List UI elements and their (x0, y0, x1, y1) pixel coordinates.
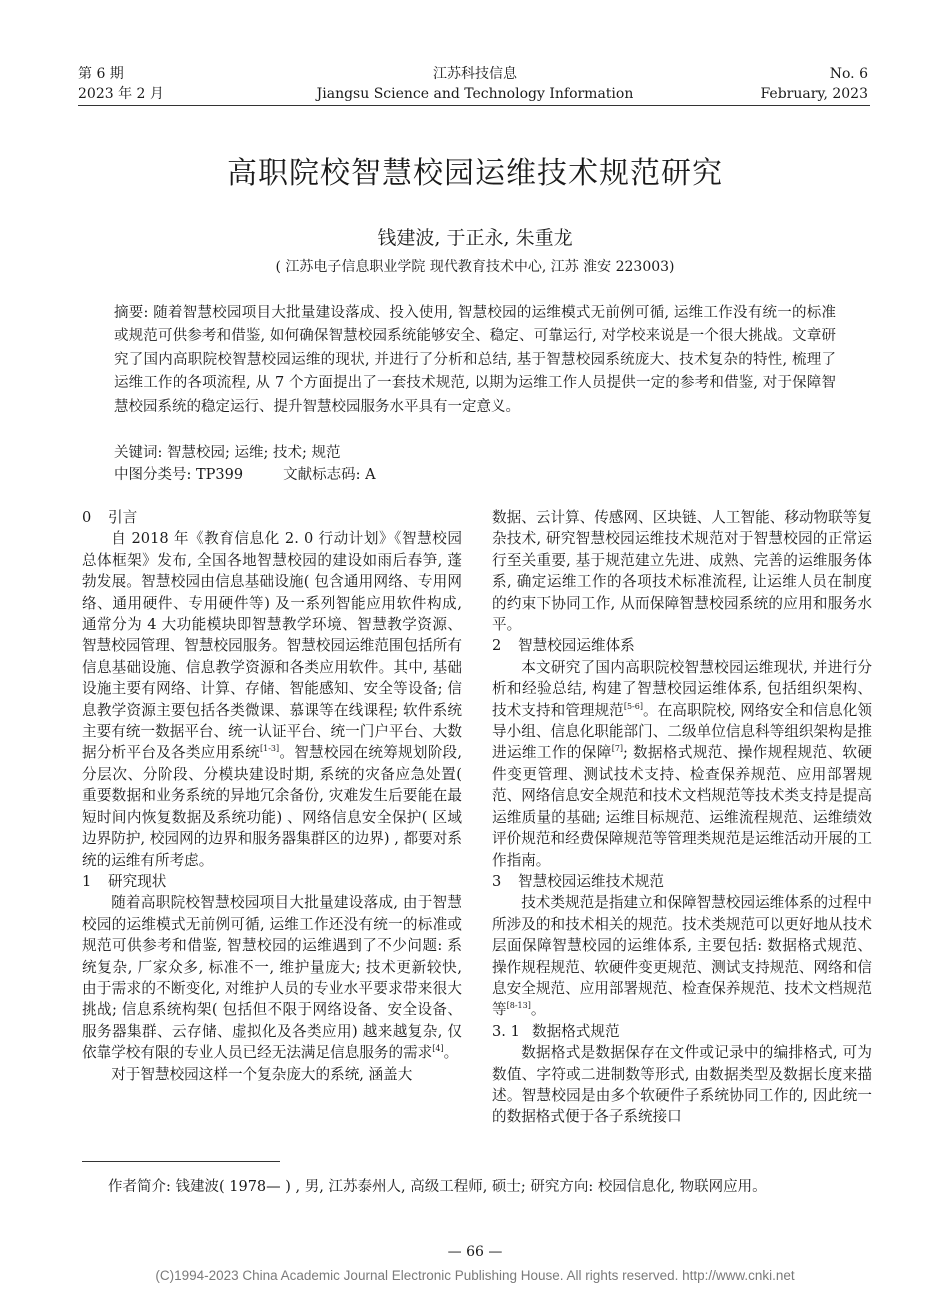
header-rule (78, 105, 870, 106)
citation-ref: [8-13] (506, 1001, 531, 1011)
section-heading-1: 1 研究现状 (82, 872, 167, 890)
header-date-en: February, 2023 (760, 86, 868, 102)
citation-ref: [5-6] (623, 701, 643, 711)
paragraph-tech-spec: 技术类规范是指建立和保障智慧校园运维体系的过程中所涉及的和技术相关的规范。技术类规范可以更好地从技术层面保障智慧校园的运维体系, 主要包括: 数据格式规范、操作规程规范、软硬件变更规范、测试支持规范、网络和信息安全规范、应用部署规范、检查保养规范、技术文档规范等[8-13]。 (492, 894, 872, 1019)
paper-title: 高职院校智慧校园运维技术规范研究 (227, 156, 723, 191)
document-code: 文献标志码: A (283, 467, 376, 483)
paragraph-intro: 自 2018 年《教育信息化 2. 0 行动计划》《智慧校园总体框架》发布, 全国各地智慧校园的建设如雨后春笋, 蓬勃发展。智慧校园由信息基础设施( 包含通用网络、专用网络、通用硬件、专用硬件等) 及一系列智能应用软件构成, 通常分为 4 大功能模块即智慧教学环境、智慧教学资源、智慧校园管理、智慧校园服务。智慧校园运维范围包括所有信息基础设施、信息教学资源和各类应用软件。其中, 基础设施主要有网络、计算、存储、智能感知、安全等设备; 信息教学资源主要包括各类微课、慕课等在线课程; 软件系统主要有统一数据平台、统一认证平台、统一门户平台、大数据分析平台及各类应用系统[1-3]。智慧校园在统筹规划阶段, 分层次、分阶段、分模块建设时期, 系统的灾备应急处置( 重要数据和业务系统的异地冗余备份, 灾难发生后要能在最短时间内恢复数据及系统功能) 、网络信息安全保护( 区域边界防护, 校园网的边界和服务器集群区的边界) , 都要对系统的运维有所考虑。 (82, 530, 462, 869)
paragraph-complex-system: 对于智慧校园这样一个复杂庞大的系统, 涵盖大 (111, 1065, 413, 1083)
paragraph-system: 本文研究了国内高职院校智慧校园运维现状, 并进行分析和经验总结, 构建了智慧校园运维体系, 包括组织架构、技术支持和管理规范[5-6]。在高职院校, 网络安全和信息化领导小组、信息化职能部门、二级单位信息科等组织架构是推进运维工作的保障[7]; 数据格式规范、操作规程规范、软硬件变更管理、测试技术支持、检查保养规范、应用部署规范、网络信息安全规范和技术文档规范等技术类支持是提高运维质量的基础; 运维目标规范、运维流程规范、运维绩效评价规范和经费保障规范等管理类规范是运维活动开展的工作指南。 (492, 658, 872, 869)
header-issue: 第 6 期 (78, 66, 124, 82)
paragraph-data-format: 数据格式是数据保存在文件或记录中的编排格式, 可为数值、字符或二进制数等形式, 由数据类型及数据长度来描述。智慧校园是由多个软硬件子系统协同工作的, 因此统一的数据格式便于各子系统接口 (492, 1044, 872, 1126)
header-issue-en: No. 6 (829, 66, 868, 82)
citation-ref: [1-3] (260, 744, 280, 754)
section-heading-3: 3 智慧校园运维技术规范 (492, 872, 664, 890)
page-number: — 66 — (447, 1244, 503, 1260)
affiliation: ( 江苏电子信息职业学院 现代教育技术中心, 江苏 淮安 223003) (275, 259, 675, 275)
left-column (82, 507, 462, 1085)
keywords: 关键词: 智慧校园; 运维; 技术; 规范 (114, 445, 341, 461)
journal-name-cn: 江苏科技信息 (433, 66, 517, 82)
author-footnote: 作者简介: 钱建波( 1978— ) , 男, 江苏泰州人, 高级工程师, 硕士; 研究方向: 校园信息化, 物联网应用。 (108, 1179, 767, 1195)
header-right (760, 64, 868, 104)
classification-line (114, 464, 376, 486)
footnote-rule (82, 1161, 280, 1162)
citation-ref: [4] (432, 1044, 444, 1054)
right-column (492, 507, 872, 1128)
section-heading-3-1: 3. 1 数据格式规范 (492, 1022, 620, 1040)
classification-number: 中图分类号: TP399 (114, 467, 244, 483)
section-heading-0: 0 引言 (82, 509, 138, 526)
section-heading-2: 2 智慧校园运维体系 (492, 637, 635, 655)
paragraph-complex-system-cont: 数据、云计算、传感网、区块链、人工智能、移动物联等复杂技术, 研究智慧校园运维技术规范对于智慧校园的正常运行至关重要, 基于规范建立先进、成熟、完善的运维服务体系, 确定运维工作的各项技术标准流程, 让运维人员在制度的约束下协同工作, 从而保障智慧校园系统的应用和服务水平。 (492, 509, 872, 634)
citation-ref: [7] (611, 744, 624, 754)
authors: 钱建波, 于正永, 朱重龙 (377, 227, 573, 249)
journal-name-en: Jiangsu Science and Technology Information (316, 86, 634, 102)
paragraph-status: 随着高职院校智慧校园项目大批量建设落成, 由于智慧校园的运维模式无前例可循, 运维工作还没有统一的标准或规范可供参考和借鉴, 智慧校园的运维遇到了不少问题: 系统复杂, 厂家众多, 标准不一, 维护量庞大; 技术更新较快, 由于需求的不断变化, 对维护人员的专业水平要求带来很大挑战; 信息系统构架( 包括但不限于网络设备、安全设备、服务器集群、云存储、虚拟化及各类应用) 越来越复杂, 仅依靠学校有限的专业人员已经无法满足信息服务的需求[4]。 (82, 894, 462, 1062)
header-date: 2023 年 2 月 (78, 86, 164, 102)
abstract: 摘要: 随着智慧校园项目大批量建设落成、投入使用, 智慧校园的运维模式无前例可循, 运维工作没有统一的标准或规范可供参考和借鉴, 如何确保智慧校园系统能够安全、稳定、可靠运行, 对学校来说是一个很大挑战。文章研究了国内高职院校智慧校园运维的现状, 并进行了分析和总结, 基于智慧校园系统庞大、技术复杂的特性, 梳理了运维工作的各项流程, 从 7 个方面提出了一套技术规范, 以期为运维工作人员提供一定的参考和借鉴, 对于保障智慧校园系统的稳定运行、提升智慧校园服务水平具有一定意义。 (114, 305, 836, 415)
copyright-watermark: (C)1994-2023 China Academic Journal Electronic Publishing House. All rights reserved. http://www.cnki.net (155, 1268, 795, 1283)
